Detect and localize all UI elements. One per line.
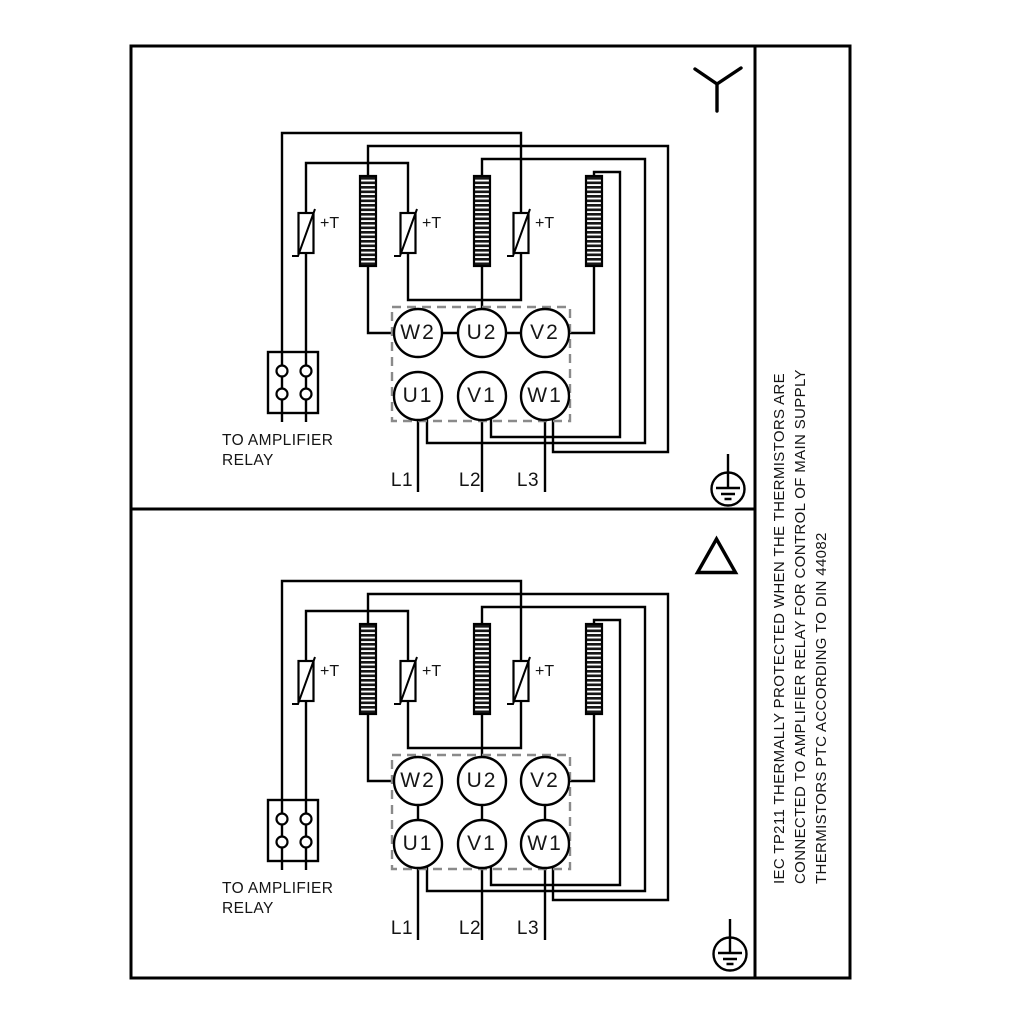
thermistor-label: +T	[320, 663, 340, 680]
thermistor-label: +T	[535, 215, 555, 232]
relay-caption-line1: TO AMPLIFIER	[222, 432, 334, 449]
note-line-3: THERMISTORS PTC ACCORDING TO DIN 44082	[813, 532, 830, 884]
terminal-label-u2: U2	[466, 321, 498, 344]
terminal-label-w1: W1	[527, 832, 563, 855]
terminal-label-v2: V2	[530, 321, 560, 344]
terminal-label-u1: U1	[402, 384, 434, 407]
terminal-label-v1: V1	[467, 832, 497, 855]
terminal-label-v1: V1	[467, 384, 497, 407]
mains-label-l2: L2	[458, 470, 482, 491]
delta-series-links	[418, 805, 545, 820]
terminal-label-w2: W2	[400, 769, 436, 792]
thermistor-label: +T	[422, 663, 442, 680]
mains-label-l1: L1	[390, 918, 414, 939]
ground-icon	[712, 454, 745, 506]
thermistor-label: +T	[535, 663, 555, 680]
mains-label-l2: L2	[458, 918, 482, 939]
mains-label-l3: L3	[516, 470, 540, 491]
relay-caption-line2: RELAY	[222, 900, 274, 917]
terminal-label-v2: V2	[530, 769, 560, 792]
note-line-1: IEC TP211 THERMALLY PROTECTED WHEN THE THERMISTORS ARE	[771, 373, 788, 884]
ground-icon	[714, 919, 747, 971]
mains-label-l1: L1	[390, 470, 414, 491]
delta-icon	[698, 539, 736, 573]
terminal-label-w1: W1	[527, 384, 563, 407]
note-line-2: CONNECTED TO AMPLIFIER RELAY FOR CONTROL OF MAIN SUPPLY	[792, 369, 809, 884]
terminal-label-w2: W2	[400, 321, 436, 344]
thermistor-label: +T	[320, 215, 340, 232]
mains-label-l3: L3	[516, 918, 540, 939]
star-icon	[695, 68, 741, 111]
note-panel	[769, 369, 832, 884]
thermistor-label: +T	[422, 215, 442, 232]
terminal-label-u2: U2	[466, 769, 498, 792]
relay-caption-line2: RELAY	[222, 452, 274, 469]
terminal-label-u1: U1	[402, 832, 434, 855]
relay-caption-line1: TO AMPLIFIER	[222, 880, 334, 897]
